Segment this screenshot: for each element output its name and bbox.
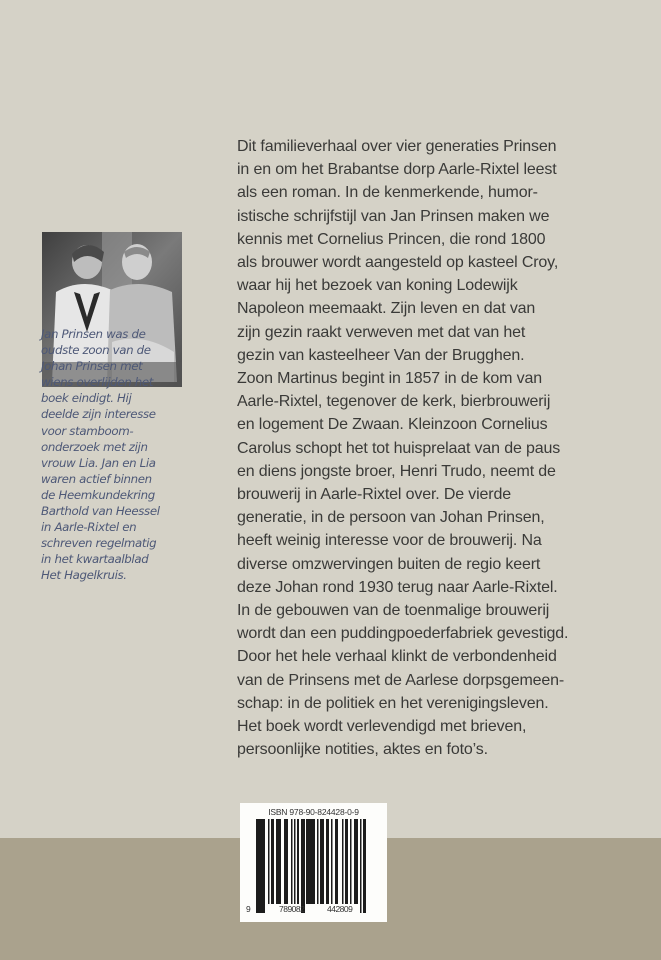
blurb-line: schap: in de politiek en het verenigingsleven. (237, 694, 549, 712)
blurb-line: kennis met Cornelius Princen, die rond 1800 (237, 230, 546, 248)
blurb-line: van de Prinsens met de Aarlese dorpsgemeen- (237, 671, 565, 689)
blurb-line: Carolus schopt het tot huisprelaat van de paus (237, 439, 561, 457)
blurb-line: generatie, in de persoon van Johan Prinsen, (237, 509, 545, 527)
caption-line: waren actief binnen (41, 471, 152, 486)
blurb-line: persoonlijke notities, aktes en foto’s. (237, 741, 488, 759)
book-blurb (237, 135, 637, 761)
caption-line: Jan Prinsen was de (41, 327, 146, 341)
caption-line: Johan Prinsen met (41, 359, 143, 374)
caption-line: de Heemkundekring (41, 487, 155, 502)
caption-line: oudste zoon van de (41, 343, 151, 358)
caption-line: Barthold van Heessel (41, 504, 160, 519)
blurb-line: en logement De Zwaan. Kleinzoon Cornelius (237, 416, 548, 434)
blurb-line: Het boek wordt verlevendigd met brieven, (237, 718, 527, 736)
caption-line: boek eindigt. Hij (41, 391, 132, 406)
caption-line: in het kwartaalblad (41, 552, 149, 567)
caption-line: schreven regelmatig (41, 536, 157, 551)
caption-line: voor stamboom- (41, 423, 134, 438)
blurb-line: heeft weinig interesse voor de brouwerij. Na (237, 532, 542, 550)
isbn-label: ISBN 978-90-824428-0-9 (268, 807, 359, 817)
caption-line: vrouw Lia. Jan en Lia (41, 455, 156, 470)
isbn-barcode (240, 803, 387, 922)
blurb-line: wordt dan een puddingpoederfabriek gevestigd. (237, 625, 569, 643)
blurb-line: Zoon Martinus begint in 1857 in de kom van (237, 370, 542, 388)
barcode-digits-right: 442809 (327, 904, 353, 914)
blurb-line: gezin van kasteelheer Van der Brugghen. (237, 346, 525, 364)
blurb-line: en diens jongste broer, Henri Trudo, neemt de (237, 462, 556, 480)
blurb-line: zijn gezin raakt verweven met dat van het (237, 323, 526, 341)
blurb-line: istische schrijfstijl van Jan Prinsen maken we (237, 207, 550, 225)
blurb-line: Napoleon meemaakt. Zijn leven en dat van (237, 300, 536, 318)
caption-line: wiens overlijden het (41, 375, 154, 390)
blurb-line: Dit familieverhaal over vier generaties Prinsen (237, 138, 557, 155)
blurb-line: waar hij het bezoek van koning Lodewijk (237, 277, 518, 295)
blurb-line: als een roman. In de kenmerkende, humor- (237, 184, 538, 202)
author-caption (41, 326, 191, 584)
barcode-digits-left: 789082 (279, 904, 305, 914)
caption-line: onderzoek met zijn (41, 439, 148, 454)
caption-line: in Aarle-Rixtel en (41, 520, 137, 535)
blurb-line: brouwerij in Aarle-Rixtel over. De vierde (237, 486, 511, 504)
caption-line: deelde zijn interesse (41, 407, 156, 422)
blurb-line: in en om het Brabantse dorp Aarle-Rixtel leest (237, 161, 557, 179)
blurb-line: Door het hele verhaal klinkt de verbondenheid (237, 648, 557, 666)
barcode-digit-lead: 9 (246, 904, 251, 914)
blurb-line: In de gebouwen van de toenmalige brouwerij (237, 602, 550, 620)
caption-line: Het Hagelkruis. (41, 568, 127, 583)
blurb-line: Aarle-Rixtel, tegenover de kerk, bierbrouwerij (237, 393, 551, 411)
barcode-bars-icon (256, 819, 372, 913)
blurb-line: deze Johan rond 1930 terug naar Aarle-Rixtel. (237, 578, 558, 596)
blurb-line: als brouwer wordt aangesteld op kasteel Croy, (237, 254, 559, 272)
blurb-line: diverse omzwervingen buiten de regio keert (237, 555, 541, 573)
